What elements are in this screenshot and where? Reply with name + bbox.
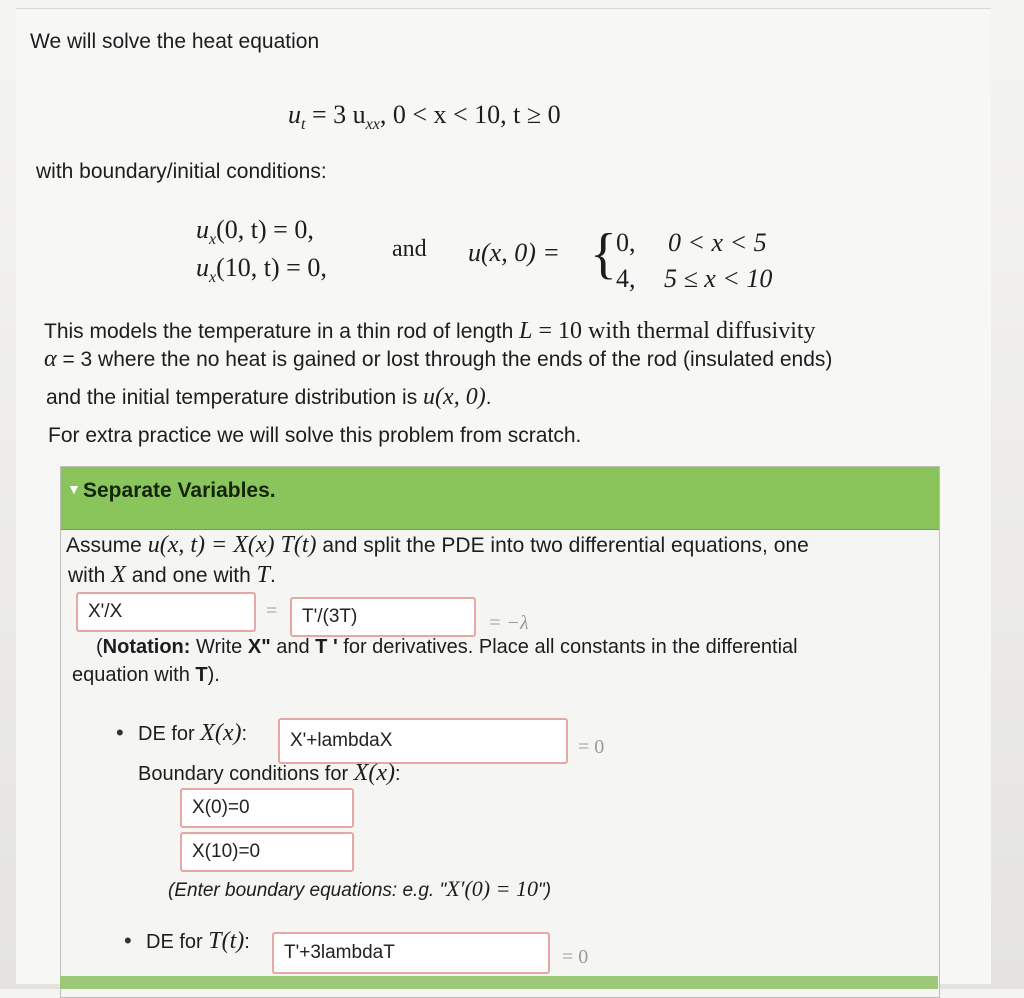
ic-case2-value: 4,: [616, 264, 636, 293]
separation-t-input[interactable]: [290, 597, 476, 637]
notation-line-2: equation with T).: [72, 664, 220, 686]
bc-input-2[interactable]: [180, 832, 354, 872]
de-t-equals-zero: = 0: [562, 946, 589, 968]
description-line-4: For extra practice we will solve this problem from scratch.: [48, 424, 582, 447]
assume-line-1: Assume u(x, t) = X(x) T(t) and split the PDE into two differential equations, one: [66, 532, 809, 558]
assume-line-2: with X and one with T.: [68, 562, 276, 588]
ic-case1-value: 0,: [616, 228, 636, 257]
notation-line-1: (Notation: Write X" and T ' for derivatives. Place all constants in the differential: [96, 636, 798, 658]
description-line-2: α = 3 where the no heat is gained or lost through the ends of the rod (insulated ends): [44, 346, 833, 372]
bc-label: Boundary conditions for X(x):: [138, 760, 401, 786]
de-x-label: DE for X(x):: [138, 720, 248, 746]
separation-constant: = −λ: [488, 612, 529, 634]
de-t-label: DE for T(t):: [146, 928, 250, 954]
description-line-3: and the initial temperature distribution is u(x, 0).: [46, 384, 492, 410]
boundary-condition-2: $u_x(10$, t) = 0,: [196, 253, 327, 287]
description-line-1: This models the temperature in a thin rod of length L = 10 with thermal diffusivity: [44, 318, 816, 344]
piecewise-brace: {: [590, 223, 617, 285]
intro-text: We will solve the heat equation: [30, 30, 320, 53]
separation-equals: =: [266, 600, 278, 622]
boundary-condition-1: $u_x(0$, t) = 0,: [196, 215, 314, 249]
heat-equation: $u_t = 3$ $u_{xx}$, 0 < x < 10, t ≥ 0: [288, 100, 561, 134]
conditions-label: with boundary/initial conditions:: [36, 160, 327, 183]
ic-case2-condition: 5 ≤ x < 10: [664, 264, 773, 293]
de-t-input[interactable]: [272, 932, 550, 974]
bullet-dot-icon: •: [124, 928, 132, 953]
and-word: and: [392, 236, 427, 262]
de-x-equals-zero: = 0: [578, 736, 605, 758]
next-panel-header: [60, 976, 938, 989]
separation-x-input[interactable]: [76, 592, 256, 632]
de-x-input[interactable]: [278, 718, 568, 764]
bc-hint: (Enter boundary equations: e.g. "X′(0) = 10"): [168, 876, 552, 901]
bc-input-1[interactable]: [180, 788, 354, 828]
ic-case1-condition: 0 < x < 5: [668, 228, 767, 257]
caret-down-icon[interactable]: ▼: [67, 481, 81, 497]
bullet-dot-icon: •: [116, 720, 124, 745]
panel-header[interactable]: [61, 467, 939, 530]
panel-title: Separate Variables.: [83, 479, 276, 502]
initial-condition-lhs: u(x, 0) =: [468, 238, 560, 267]
